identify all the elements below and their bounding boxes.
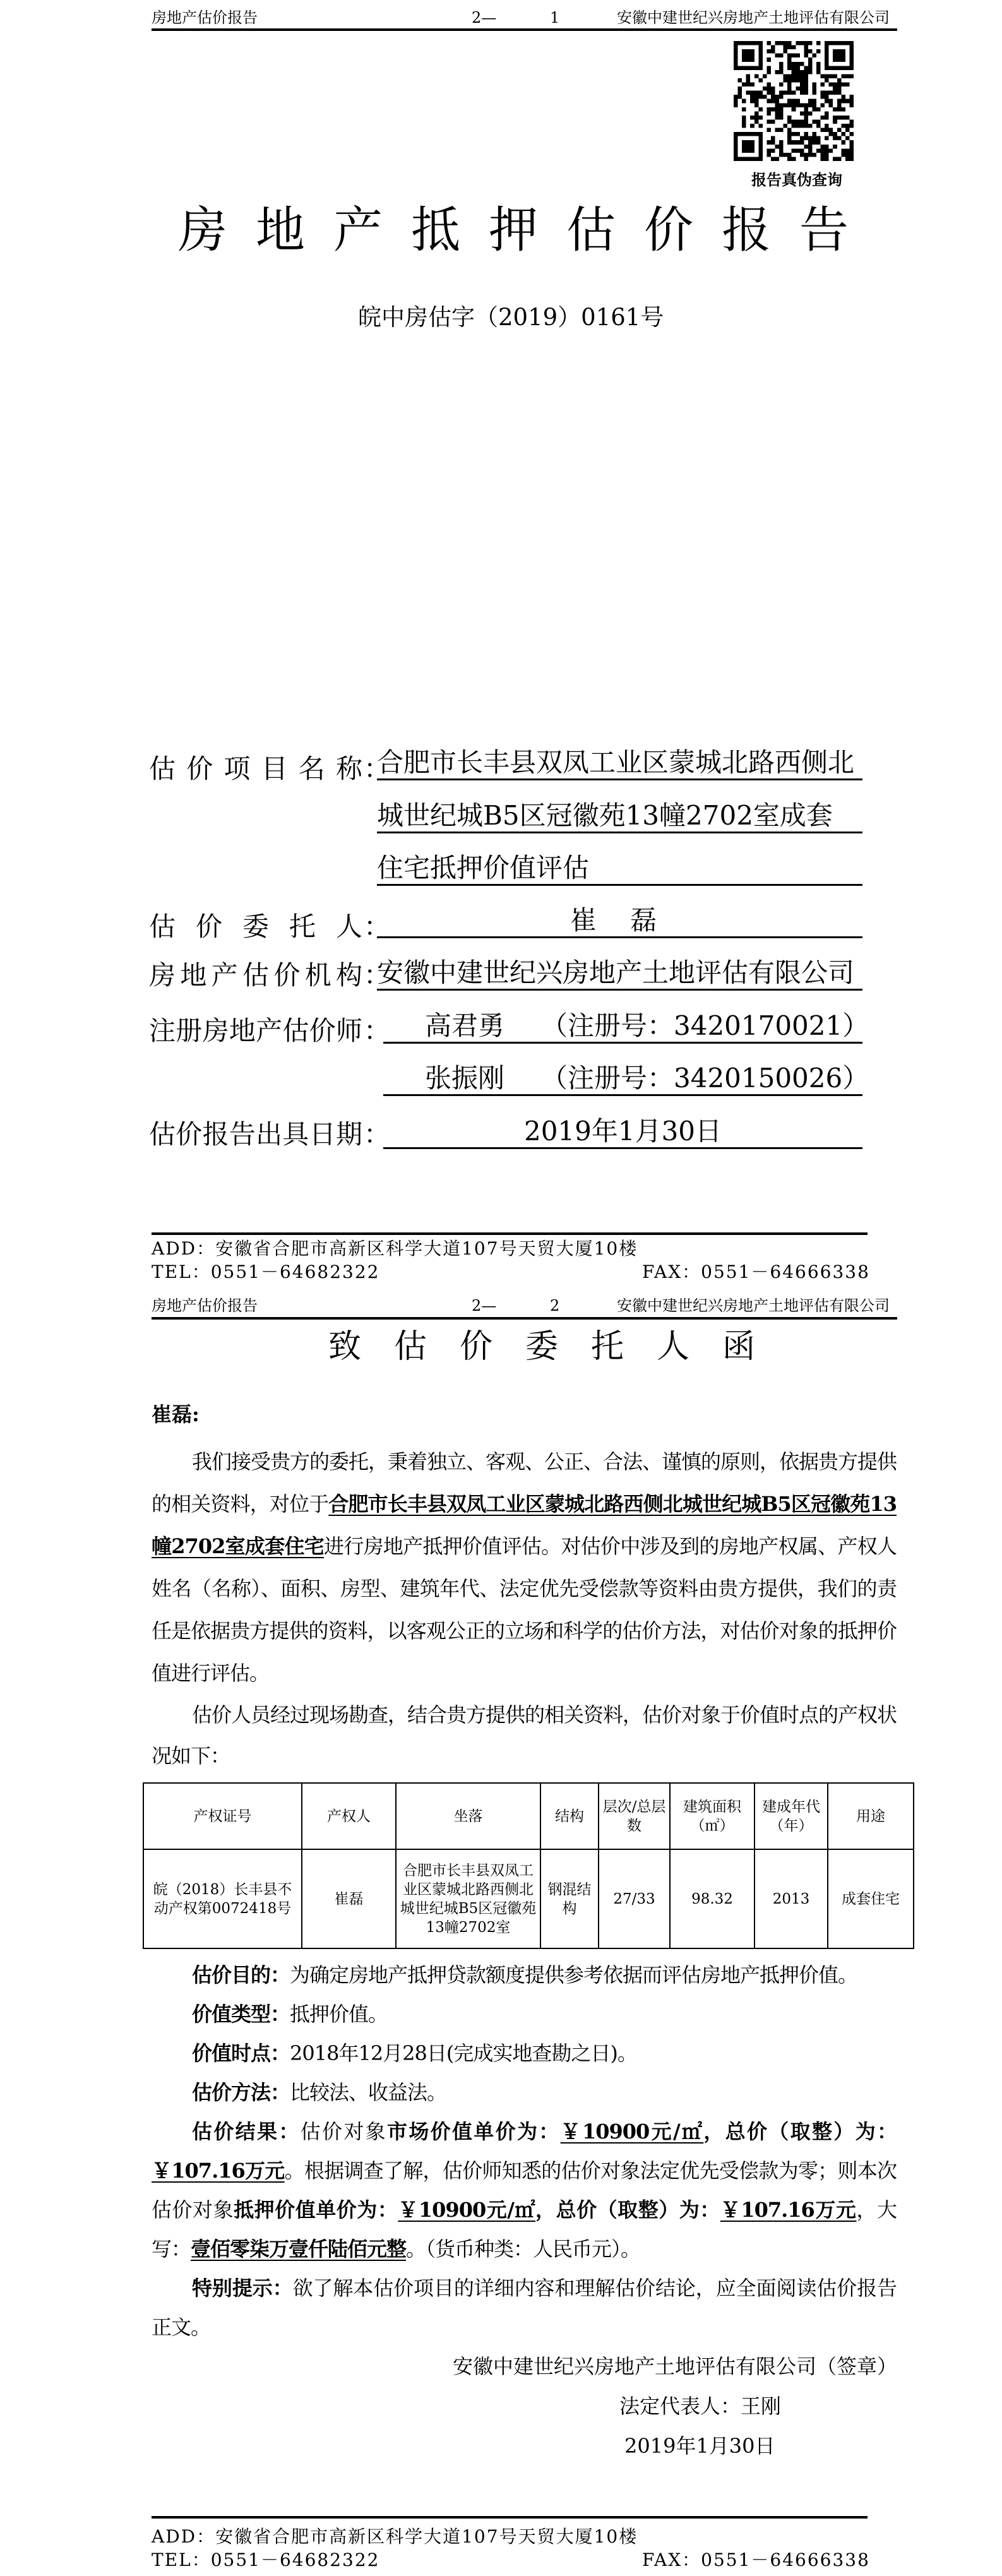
column-header: 用途: [828, 1783, 914, 1849]
result-text: 。（货币种类：人民币元）。: [406, 2237, 641, 2261]
table-cell: 27/33: [599, 1849, 670, 1948]
page-prefix: 2—: [472, 9, 497, 27]
value-date-label: 价值时点：: [192, 2041, 290, 2065]
paragraph-text: 进行房地产抵押价值评估。对估价中涉及到的房地产权属、产权人姓名（名称）、面积、房型、建筑年代、法定优先受偿款等资料由贵方提供，我们的责任是依据贵方提供的资料，以客观公正的立场和科学的估价方法，对估价对象的抵押价值进行评估。: [152, 1534, 897, 1685]
appraiser-1-reg: （注册号：3420170021）: [541, 1010, 869, 1041]
header-rule: [152, 1317, 897, 1320]
result-label: 估价结果：: [192, 2120, 301, 2144]
footer-tel: TEL：0551－64682322: [152, 2549, 380, 2570]
qr-code: [734, 41, 854, 161]
result-text: ，总价（取整）为：: [535, 2198, 720, 2222]
value-type-value: 抵押价值。: [290, 2002, 388, 2026]
report-date-value: 2019年1月30日: [383, 1116, 862, 1149]
qr-label: 报告真伪查询: [751, 170, 842, 189]
letter-body: [152, 1441, 897, 1777]
appraiser-2: [383, 1063, 869, 1096]
running-header-company: 安徽中建世纪兴房地产土地评估有限公司: [617, 1297, 890, 1315]
table-cell: 崔磊: [302, 1849, 396, 1948]
table-cell: 98.32: [670, 1849, 754, 1948]
method-line: [152, 2073, 897, 2112]
project-name-line-1: 合肥市长丰县双凤工业区蒙城北路西侧北: [377, 747, 862, 780]
value-date-line: [152, 2034, 897, 2073]
notice-paragraph: [152, 2269, 897, 2347]
footer-tel: TEL：0551－64682322: [152, 1261, 380, 1282]
method-label: 估价方法：: [192, 2080, 290, 2104]
letter-paragraph-1: [152, 1441, 897, 1695]
appraiser-2-name: 张振刚: [425, 1063, 505, 1094]
signature-date: 2019年1月30日: [624, 2434, 775, 2458]
colon: ：: [364, 753, 377, 784]
value-date-value: 2018年12月28日(完成实地查勘之日)。: [290, 2041, 637, 2065]
footer-rule: [152, 1232, 868, 1235]
column-header: 层次/总层数: [599, 1783, 670, 1849]
footer-address: ADD：安徽省合肥市高新区科学大道107号天贸大厦10楼: [152, 2526, 638, 2547]
paragraph-text: 我们接受贵方的委托，秉着独立、客观、公正、合法、谨慎的原则，依据贵方提供的相关资料，对位于: [152, 1450, 897, 1516]
running-header-title: 房地产估价报告: [152, 9, 258, 27]
column-header: 建成年代（年）: [754, 1783, 828, 1849]
appraiser-2-reg: （注册号：3420150026）: [541, 1063, 869, 1094]
mortgage-unit-price: ￥10900元/㎡: [398, 2198, 536, 2222]
colon: ：: [364, 911, 377, 942]
table-cell: 2013: [754, 1849, 828, 1948]
result-text: ，大写：: [152, 2198, 897, 2261]
project-name-line-3: 住宅抵押价值评估: [377, 852, 862, 886]
institution-label: 房地产估价机构: [149, 960, 362, 991]
table-header-row: [143, 1783, 914, 1849]
mortgage-total-words: 壹佰零柒万壹仟陆佰元整: [191, 2237, 407, 2261]
header-rule: [152, 28, 897, 31]
report-number: 皖中房估字（2019）0161号: [358, 304, 664, 331]
notice-text: 欲了解本估价项目的详细内容和理解估价结论，应全面阅读估价报告正文。: [152, 2276, 897, 2339]
salutation: 崔磊:: [152, 1402, 200, 1426]
signature-company: 安徽中建世纪兴房地产土地评估有限公司（签章）: [453, 2354, 898, 2378]
client-value: 崔 磊: [377, 905, 862, 938]
result-text: 。根据调查了解，估价师知悉的估价对象法定优先受偿款为零；则本次估价对象: [152, 2159, 897, 2222]
page-number: 2: [550, 1297, 560, 1315]
footer-rule: [152, 2516, 868, 2519]
project-name-label: 估价项目名称: [149, 753, 362, 784]
property-address: 合肥市长丰县双凤工业区蒙城北路西侧北城世纪城B5区冠徽苑13幢2702室成套住宅: [152, 1492, 897, 1558]
footer-fax: FAX：0551－64666338: [642, 1261, 870, 1282]
table-row: [143, 1849, 914, 1948]
column-header: 产权人: [302, 1783, 396, 1849]
purpose-value: 为确定房地产抵押贷款额度提供参考依据而评估房地产抵押价值。: [290, 1963, 858, 1987]
colon: ：: [364, 1015, 377, 1046]
letter-title: 致估价委托人函: [328, 1328, 789, 1366]
mortgage-total-price: ￥107.16万元: [720, 2198, 857, 2222]
notice-label: 特别提示：: [192, 2276, 293, 2300]
column-header: 坐落: [396, 1783, 540, 1849]
report-title: 房地产抵押估价报告: [178, 202, 878, 259]
footer-address: ADD：安徽省合肥市高新区科学大道107号天贸大厦10楼: [152, 1238, 638, 1259]
table-cell: 合肥市长丰县双凤工业区蒙城北路西侧北城世纪城B5区冠徽苑13幢2702室: [396, 1849, 540, 1948]
table-cell: 成套住宅: [828, 1849, 914, 1948]
value-type-line: [152, 1995, 897, 2034]
market-total-price: ￥107.16万元: [152, 2159, 285, 2183]
valuation-summary: [152, 1955, 897, 2466]
table-cell: 皖（2018）长丰县不动产权第0072418号: [143, 1849, 302, 1948]
footer-fax: FAX：0551－64666338: [642, 2549, 870, 2570]
purpose-line: [152, 1955, 897, 1995]
result-text: 抵押价值单价为：: [234, 2198, 398, 2222]
appraiser-1-name: 高君勇: [425, 1010, 505, 1041]
running-header-company: 安徽中建世纪兴房地产土地评估有限公司: [617, 9, 890, 27]
appraiser-label: 注册房地产估价师: [149, 1015, 362, 1046]
method-value: 比较法、收益法。: [290, 2080, 447, 2104]
page-prefix: 2—: [472, 1297, 497, 1315]
result-text: 市场价值单价为：: [386, 2120, 561, 2144]
report-date-label: 估价报告出具日期: [149, 1119, 362, 1150]
column-header: 产权证号: [143, 1783, 302, 1849]
result-paragraph: [152, 2112, 897, 2269]
page-number: 1: [550, 9, 560, 27]
project-name-line-2: 城世纪城B5区冠徽苑13幢2702室成套: [377, 800, 862, 833]
result-text: ，总价（取整）为：: [703, 2120, 897, 2144]
property-table: [143, 1782, 914, 1949]
institution-value: 安徽中建世纪兴房地产土地评估有限公司: [377, 957, 862, 991]
running-header-title: 房地产估价报告: [152, 1297, 258, 1315]
appraiser-1: [383, 1010, 869, 1044]
legal-representative: 法定代表人：王刚: [619, 2394, 782, 2418]
market-unit-price: ￥10900元/㎡: [560, 2120, 704, 2144]
column-header: 建筑面积（㎡）: [670, 1783, 754, 1849]
column-header: 结构: [540, 1783, 599, 1849]
value-type-label: 价值类型：: [192, 2002, 290, 2026]
client-label: 估价委托人: [149, 911, 362, 942]
table-cell: 钢混结构: [540, 1849, 599, 1948]
purpose-label: 估价目的：: [192, 1963, 290, 1987]
colon: ：: [364, 1119, 377, 1150]
letter-paragraph-2: 估价人员经过现场勘查，结合贵方提供的相关资料，估价对象于价值时点的产权状况如下：: [152, 1703, 897, 1768]
colon: ：: [364, 960, 377, 991]
result-text: 估价对象: [300, 2120, 387, 2144]
